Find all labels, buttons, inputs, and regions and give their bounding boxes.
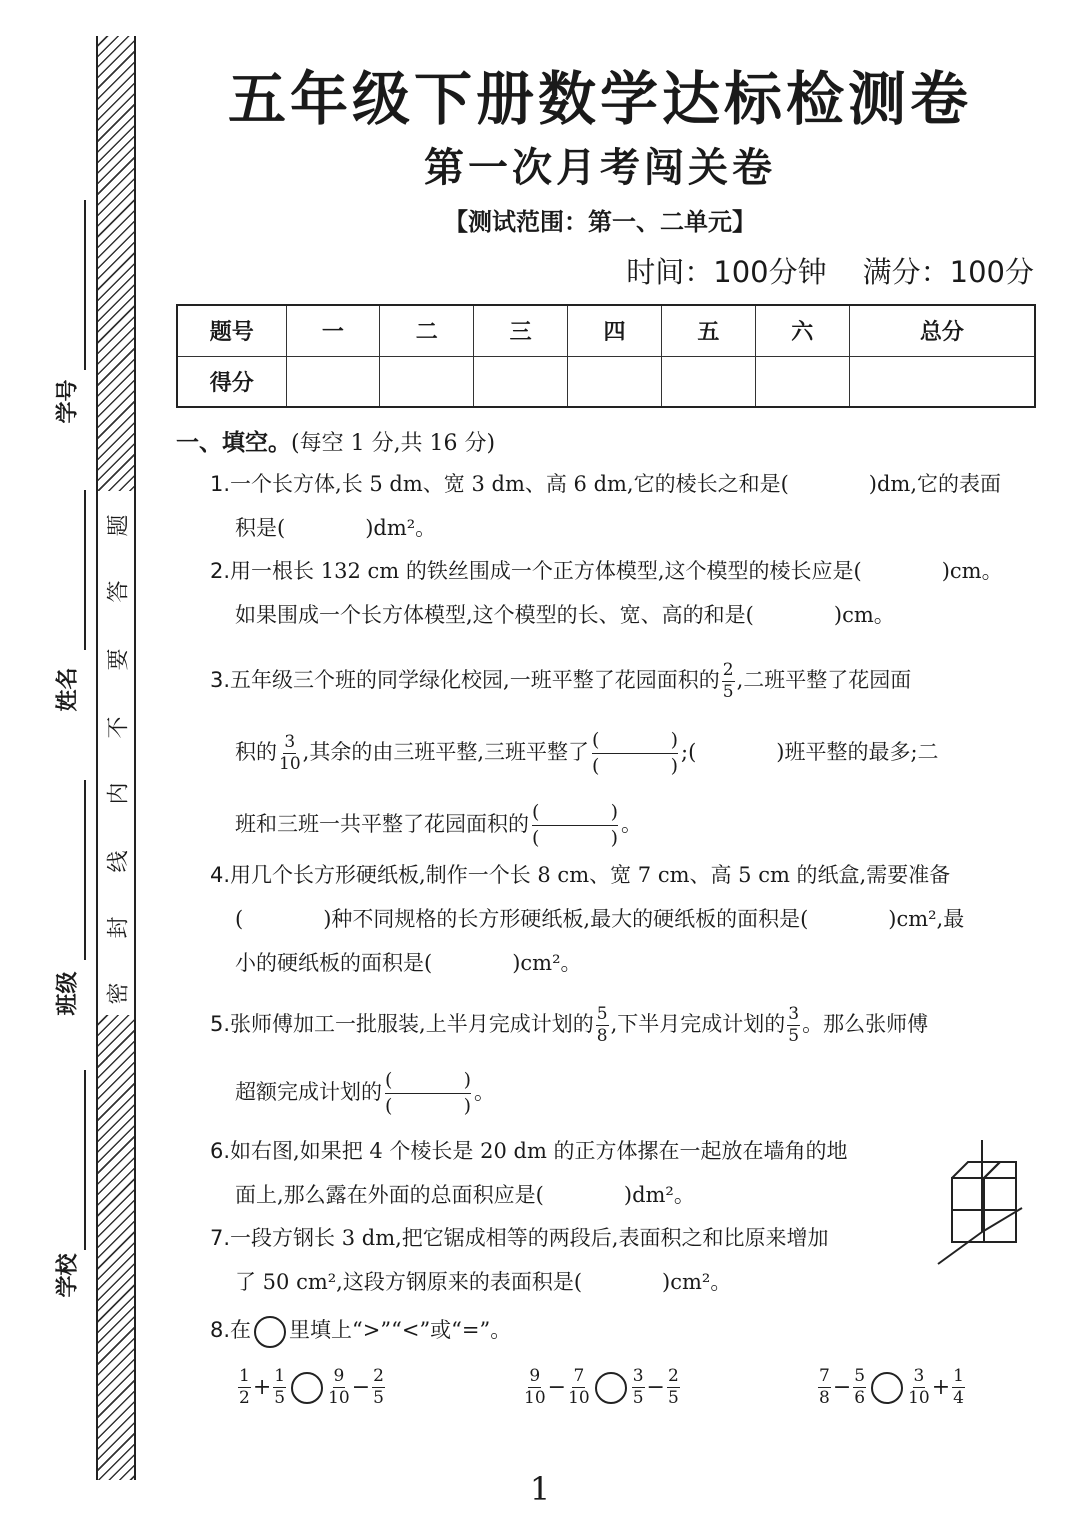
question-text: ,下半月完成计划的 <box>610 1012 786 1036</box>
score-input-cell[interactable] <box>755 356 849 407</box>
question-1 <box>210 462 1040 550</box>
time-limit: 时间：100分钟 <box>626 255 827 289</box>
question-text: )cm²。 <box>662 1270 732 1294</box>
section-title: 一、填空。 <box>176 430 291 456</box>
score-cell: 四 <box>568 305 662 356</box>
question-text: 张师傅加工一批服装,上半月完成计划的 <box>230 1012 594 1036</box>
hatch-strip-bottom <box>96 1015 136 1480</box>
comparison-item-1: $\frac{1}{2}$ + $\frac{1}{5}$ $\frac{9}{10}$ − $\frac{2}{5}$ <box>239 1366 384 1408</box>
question-text: 班和三班一共平整了花园面积的 <box>235 812 529 836</box>
score-table-score-row <box>177 356 1035 407</box>
fraction: $\frac{3}{10}$ <box>279 732 301 774</box>
score-input-cell[interactable] <box>380 356 474 407</box>
field-line-name <box>84 490 86 650</box>
question-number: 5. <box>210 1012 231 1036</box>
comparison-item-3: $\frac{7}{8}$ − $\frac{5}{6}$ $\frac{3}{10}$ + $\frac{1}{4}$ <box>819 1366 964 1408</box>
question-number: 8. <box>210 1318 231 1342</box>
question-number: 2. <box>210 559 231 583</box>
time-info <box>626 250 1034 291</box>
compare-circle-blank[interactable] <box>291 1372 323 1404</box>
score-cell: 二 <box>380 305 474 356</box>
score-cell: 六 <box>755 305 849 356</box>
score-input-cell[interactable] <box>849 356 1035 407</box>
hatch-strip-top <box>96 36 136 491</box>
score-cell: 三 <box>474 305 568 356</box>
comparison-item-2: $\frac{9}{10}$ − $\frac{7}{10}$ $\frac{3}{5}$ − $\frac{2}{5}$ <box>524 1366 679 1408</box>
question-4 <box>210 853 1040 985</box>
question-text: )dm²。 <box>365 516 437 540</box>
question-number: 3. <box>210 668 231 692</box>
question-text: 了 50 cm²,这段方钢原来的表面积是( <box>235 1270 583 1294</box>
page-number: 1 <box>529 1470 551 1508</box>
question-text: 一个长方体,长 5 dm、宽 3 dm、高 6 dm,它的棱长之和是( <box>230 472 789 496</box>
score-row-label: 得分 <box>177 356 286 407</box>
score-input-cell[interactable] <box>568 356 662 407</box>
score-cell: 五 <box>662 305 756 356</box>
question-text: 如右图,如果把 4 个棱长是 20 dm 的正方体摞在一起放在墙角的地 <box>230 1139 848 1163</box>
question-text: )班平整的最多;二 <box>776 740 939 764</box>
stacked-cubes-figure <box>934 1136 1024 1271</box>
question-text: 用一根长 132 cm 的铁丝围成一个正方体模型,这个模型的棱长应是( <box>230 559 862 583</box>
seal-char: 线 <box>106 850 132 873</box>
question-number: 7. <box>210 1226 231 1250</box>
question-text: 在 <box>230 1318 252 1342</box>
question-text: 。 <box>621 812 642 836</box>
score-input-cell[interactable] <box>286 356 380 407</box>
question-text: ,二班平整了花园面 <box>736 668 912 692</box>
question-number: 6. <box>210 1139 231 1163</box>
binding-margin <box>0 0 150 1526</box>
seal-char: 密 <box>106 982 132 1005</box>
section-note: (每空 1 分,共 16 分) <box>291 431 496 456</box>
fraction: $\frac{3}{5}$ <box>788 1004 800 1046</box>
fraction: $\frac{2}{5}$ <box>722 660 734 702</box>
field-line-school <box>84 1070 86 1250</box>
test-scope: 【测试范围：第一、二单元】 <box>444 208 756 236</box>
question-text: ( <box>235 907 244 931</box>
section-heading <box>176 424 495 457</box>
field-line-class <box>84 780 86 960</box>
seal-char: 封 <box>106 916 132 939</box>
question-text: 。那么张师傅 <box>802 1012 929 1036</box>
circle-icon <box>254 1316 286 1348</box>
question-text: 积是( <box>235 516 286 540</box>
score-cell: 一 <box>286 305 380 356</box>
seal-char: 要 <box>106 648 132 671</box>
question-text: )种不同规格的长方形硬纸板,最大的硬纸板的面积是( <box>323 907 809 931</box>
score-input-cell[interactable] <box>662 356 756 407</box>
field-label-school: 学校 <box>55 1253 81 1298</box>
question-text: 。 <box>474 1080 495 1104</box>
question-text: )cm。 <box>941 559 1003 583</box>
question-text: 小的硬纸板的面积是( <box>235 951 433 975</box>
question-text: 积的 <box>235 740 277 764</box>
fraction-answer-blank[interactable]: ( ) ( ) <box>385 1069 471 1117</box>
fraction: $\frac{5}{8}$ <box>596 1004 608 1046</box>
compare-circle-blank[interactable] <box>871 1372 903 1404</box>
question-text: 面上,那么露在外面的总面积应是( <box>235 1183 544 1207</box>
question-number: 4. <box>210 863 231 887</box>
score-cell: 总分 <box>849 305 1035 356</box>
score-table-header-row <box>177 305 1035 356</box>
page-title: 五年级下册数学达标检测卷 <box>227 65 972 133</box>
compare-circle-blank[interactable] <box>595 1372 627 1404</box>
question-8 <box>210 1308 1040 1352</box>
seal-char: 题 <box>106 514 132 537</box>
seal-char: 答 <box>106 580 132 603</box>
question-text: 一段方钢长 3 dm,把它锯成相等的两段后,表面积之和比原来增加 <box>230 1226 829 1250</box>
field-label-name: 姓名 <box>55 667 81 712</box>
question-text: ;( <box>681 740 697 764</box>
question-5 <box>210 990 1040 1126</box>
question-text: 五年级三个班的同学绿化校园,一班平整了花园面积的 <box>230 668 720 692</box>
fraction-answer-blank[interactable]: ( ) ( ) <box>592 729 678 777</box>
question-text: )dm²。 <box>623 1183 695 1207</box>
page-subtitle: 第一次月考闯关卷 <box>424 145 776 191</box>
question-3 <box>210 644 1040 860</box>
seal-char: 不 <box>106 716 132 739</box>
question-text: )cm²,最 <box>888 907 965 931</box>
score-input-cell[interactable] <box>474 356 568 407</box>
question-text: 如果围成一个长方体模型,这个模型的长、宽、高的和是( <box>235 603 754 627</box>
question-2 <box>210 549 1040 637</box>
question-text: )dm,它的表面 <box>868 472 1002 496</box>
question-text: 里填上“>”“<”或“=”。 <box>289 1318 512 1342</box>
question-6 <box>210 1129 930 1217</box>
question-text: 超额完成计划的 <box>235 1080 382 1104</box>
fraction-answer-blank[interactable]: ( ) ( ) <box>532 801 618 849</box>
field-label-class: 班级 <box>55 971 81 1016</box>
question-text: )cm。 <box>833 603 895 627</box>
field-line-student-id <box>84 200 86 370</box>
field-label-student-id: 学号 <box>55 379 81 424</box>
seal-char: 内 <box>106 782 132 805</box>
question-7 <box>210 1216 930 1304</box>
full-score: 满分：100分 <box>862 255 1034 289</box>
question-number: 1. <box>210 472 231 496</box>
score-table <box>176 304 1036 408</box>
question-text: 用几个长方形硬纸板,制作一个长 8 cm、宽 7 cm、高 5 cm 的纸盒,需要准备 <box>230 863 951 887</box>
question-text: )cm²。 <box>512 951 582 975</box>
score-cell: 题号 <box>177 305 286 356</box>
question-text: ,其余的由三班平整,三班平整了 <box>302 740 589 764</box>
